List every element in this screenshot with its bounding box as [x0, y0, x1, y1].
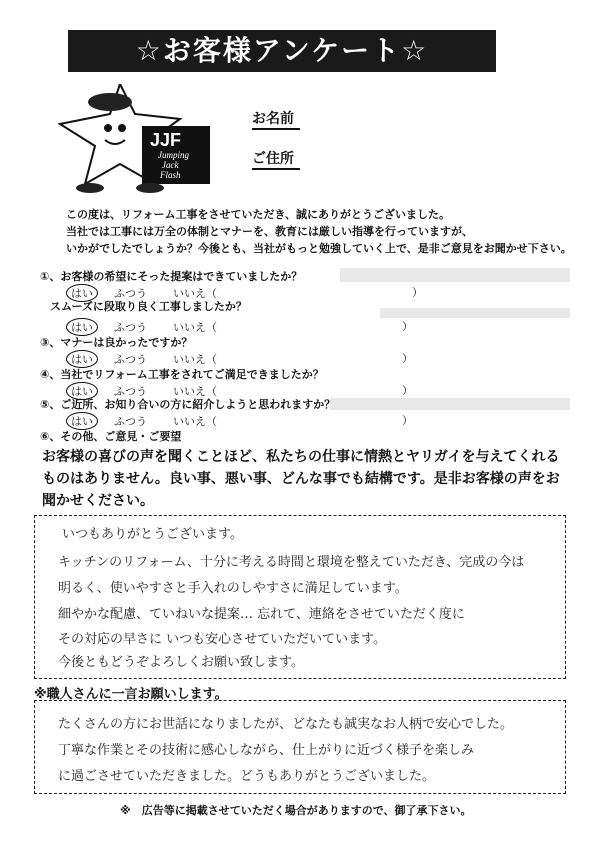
- option-yes-selected[interactable]: はい: [66, 318, 98, 336]
- option-yes-selected[interactable]: はい: [66, 350, 98, 368]
- appeal-line: お客様の喜びの声を聞くことほど、私たちの仕事に情熱とヤリガイを与えてくれる: [42, 449, 560, 465]
- option-neutral[interactable]: ふつう: [114, 353, 147, 366]
- craftsman-comment-line: に過ごさせていただきました。どうもありがとうございました。: [58, 769, 436, 784]
- question-6-label: ⑥、その他、ご意見・ご要望: [40, 430, 182, 443]
- question-1-label: ①、お客様の希望にそった提案はできていましたか？: [40, 270, 303, 283]
- option-no[interactable]: いいえ（: [173, 321, 217, 334]
- page-title: ☆お客様アンケート☆: [68, 30, 496, 72]
- logo-tagline-2: Jack: [162, 160, 179, 170]
- customer-voice-line: いつもありがとうございます。: [62, 527, 243, 542]
- customer-voice-line: 明るく、使いやすさと手入れのしやすさに満足しています。: [58, 581, 408, 596]
- customer-voice-line: その対応の早さに いつも安心させていただいています。: [58, 632, 387, 647]
- option-no[interactable]: いいえ（: [173, 415, 217, 428]
- closing-paren: ）: [402, 414, 413, 427]
- redacted-area: [380, 308, 570, 318]
- customer-voice-line: キッチンのリフォーム、十分に考える時間と環境を整えていただき、完成の今は: [58, 555, 525, 570]
- redacted-area: [330, 398, 570, 410]
- intro-text: [66, 206, 586, 257]
- option-no[interactable]: いいえ（: [173, 353, 217, 366]
- option-yes-selected[interactable]: はい: [66, 382, 98, 400]
- address-field-label: ご住所: [252, 148, 300, 170]
- customer-voice-line: 今後ともどうぞよろしくお願い致します。: [58, 655, 304, 670]
- craftsman-section-title: ※職人さんに一言お願いします。: [34, 687, 228, 702]
- logo-tagline-3: Flash: [160, 170, 181, 180]
- appeal-line: 聞かせください。: [42, 493, 154, 509]
- option-yes-selected[interactable]: はい: [66, 284, 98, 302]
- option-neutral[interactable]: ふつう: [114, 287, 147, 300]
- footer-note: ※ 広告等に掲載させていただく場合がありますので、御了承下さい。: [120, 804, 472, 817]
- question-5-label: ⑤、ご近所、お知り合いの方に紹介しようと思われますか？: [40, 398, 336, 411]
- closing-paren: ）: [402, 384, 413, 397]
- option-neutral[interactable]: ふつう: [114, 321, 147, 334]
- closing-paren: ）: [402, 320, 413, 333]
- redacted-area: [340, 268, 570, 282]
- intro-line: この度は、リフォーム工事をさせていただき、誠にありがとうございました。: [66, 208, 451, 221]
- craftsman-comment-line: 丁寧な作業とその技術に感心しながら、仕上がりに近づく様子を楽しみ: [58, 743, 475, 758]
- appeal-line: ものはありません。良い事、悪い事、どんな事でも結構です。是非お客様の声をお: [42, 471, 560, 487]
- option-no[interactable]: いいえ（: [173, 287, 217, 300]
- option-neutral[interactable]: ふつう: [114, 385, 147, 398]
- intro-line: 当社では工事には万全の体制とマナーを、教育には厳しい指導を行っていますが、: [66, 225, 473, 238]
- logo-tagline-1: Jumping: [158, 150, 189, 160]
- option-no[interactable]: いいえ（: [173, 385, 217, 398]
- craftsman-comment-line: たくさんの方にお世話になりましたが、どなたも誠実なお人柄で安心でした。: [58, 717, 514, 732]
- closing-paren: ）: [412, 286, 423, 299]
- question-3-label: ③、マナーは良かったですか？: [40, 336, 193, 349]
- customer-voice-line: 細やかな配慮、ていねいな提案… 忘れて、連絡をさせていただく度に: [58, 607, 465, 622]
- option-yes-selected[interactable]: はい: [66, 412, 98, 430]
- logo-initials: JJF: [150, 130, 182, 150]
- option-neutral[interactable]: ふつう: [114, 415, 147, 428]
- name-field-label: お名前: [252, 108, 300, 130]
- appeal-text: [42, 446, 562, 512]
- question-4-label: ④、当社でリフォーム工事をされてご満足できましたか？: [40, 368, 324, 381]
- closing-paren: ）: [402, 352, 413, 365]
- intro-line: いかがでしたでしょうか？今後とも、当社がもっと勉強していく上で、是非ご意見をお聞かせ下さい。: [66, 242, 572, 255]
- question-2-label: スムーズに段取り良く工事しましたか？: [50, 300, 247, 313]
- company-logo: [50, 84, 215, 194]
